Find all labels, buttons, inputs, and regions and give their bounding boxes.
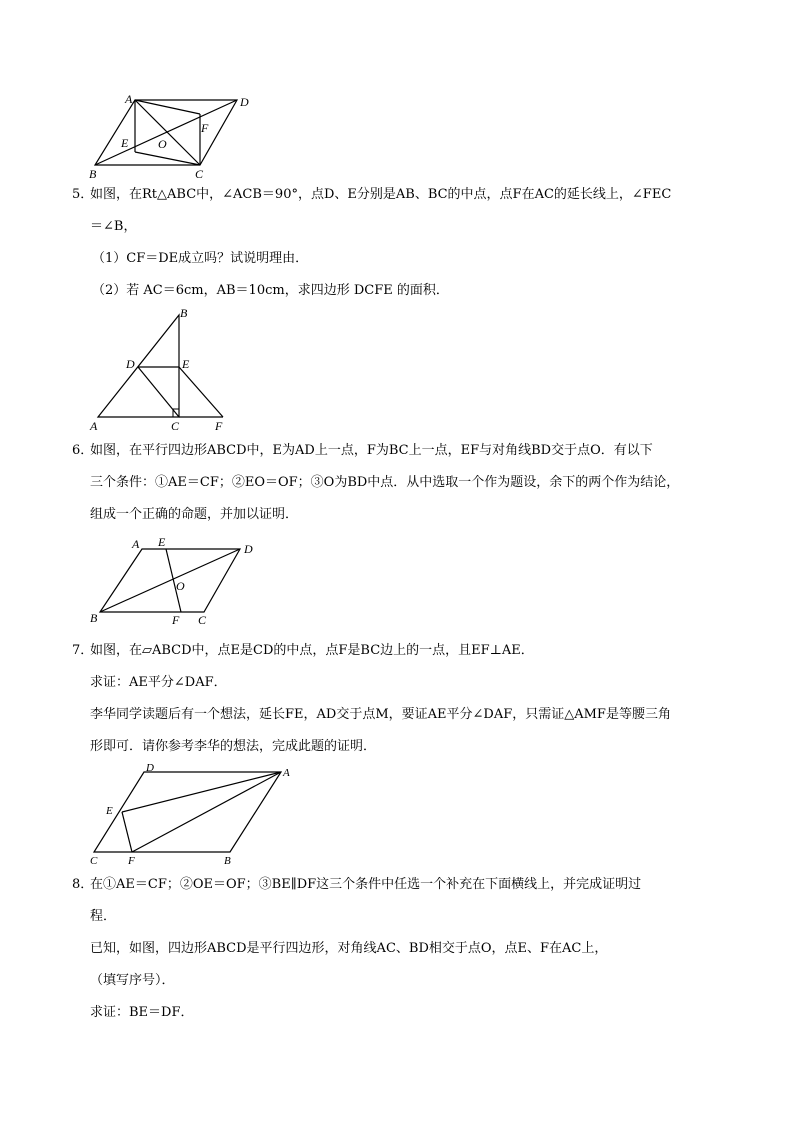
q8-line-3: 已知，如图，四边形ABCD是平行四边形，对角线AC、BD相交于点O，点E、F在AC上， — [90, 941, 608, 956]
label-c: C — [90, 855, 98, 867]
segment-ef — [122, 812, 132, 852]
label-a: A — [283, 767, 290, 779]
q7-line-4: 形即可．请你参考李华的想法，完成此题的证明． — [90, 739, 377, 754]
q7-number: 7． — [72, 643, 94, 658]
q8-line-2: 程． — [90, 909, 117, 924]
q5-subquestion-2: （2）若 AC＝6cm，AB＝10cm，求四边形 DCFE 的面积． — [92, 283, 449, 298]
label-f: F — [201, 121, 209, 135]
q8-line-4: （填写序号）． — [90, 973, 175, 988]
figure-parallelogram-abcd-1 — [85, 92, 260, 180]
label-d: D — [126, 357, 135, 371]
label-f: F — [215, 419, 223, 433]
q6-line-3: 组成一个正确的命题，并加以证明． — [90, 507, 299, 522]
q7-line-1: 如图，在▱ABCD中，点E是CD的中点，点F是BC边上的一点，且EF⊥AE． — [90, 643, 534, 658]
label-f: F — [128, 855, 135, 867]
label-d: D — [146, 762, 154, 774]
diagonal-bd — [95, 100, 237, 165]
q7-line-2: 求证：AE平分∠DAF． — [90, 675, 227, 690]
label-b: B — [180, 306, 188, 320]
q6-number: 6． — [72, 443, 94, 458]
segment-fa — [132, 772, 281, 852]
label-o: O — [176, 579, 185, 593]
q5-number: 5． — [72, 187, 94, 202]
segment-ea — [122, 772, 281, 812]
label-b: B — [224, 855, 231, 867]
label-c: C — [198, 613, 207, 627]
label-o: O — [158, 137, 167, 151]
label-e: E — [158, 535, 166, 549]
q8-line-1: 在①AE＝CF；②OE＝OF；③BE∥DF这三个条件中任选一个补充在下面横线上，并完成证明过 — [90, 877, 642, 892]
figure-parallelogram-abcd-3 — [86, 762, 296, 867]
label-a: A — [132, 537, 140, 551]
segment-ef — [179, 367, 223, 417]
label-b: B — [90, 611, 98, 625]
label-e: E — [121, 136, 129, 150]
segment-af — [135, 100, 200, 114]
label-a: A — [90, 419, 98, 433]
q5-line-1: 如图，在Rt△ABC中，∠ACB＝90°，点D、E分别是AB、BC的中点，点F在AC的延长线上，∠FEC — [90, 187, 672, 202]
label-a: A — [125, 92, 133, 106]
q8-number: 8． — [72, 877, 94, 892]
q6-line-1: 如图，在平行四边形ABCD中，E为AD上一点，F为BC上一点，EF与对角线BD交于点O．有以下 — [90, 443, 653, 458]
label-f: F — [172, 613, 180, 627]
label-e: E — [182, 357, 190, 371]
label-b: B — [89, 167, 97, 180]
label-c: C — [171, 419, 180, 433]
q8-line-5: 求证：BE＝DF． — [90, 1005, 194, 1020]
label-d: D — [240, 95, 249, 109]
diagonal-ac — [135, 100, 200, 165]
q6-line-2: 三个条件：①AE＝CF；②EO＝OF；③O为BD中点．从中选取一个作为题设，余下的两个作为结论， — [90, 475, 680, 490]
q5-line-2: ＝∠B， — [90, 219, 137, 234]
figure-parallelogram-abcd-2 — [86, 533, 266, 628]
label-d: D — [244, 542, 253, 556]
q7-line-3: 李华同学读题后有一个想法，延长FE，AD交于点M，要证AE平分∠DAF，只需证△AMF是等腰三角 — [90, 707, 671, 722]
figure-right-triangle-abc — [88, 305, 238, 435]
label-c: C — [195, 167, 204, 180]
q5-subquestion-1: （1）CF＝DE成立吗？试说明理由． — [92, 251, 309, 266]
label-e: E — [106, 805, 113, 817]
segment-ec — [135, 152, 200, 165]
